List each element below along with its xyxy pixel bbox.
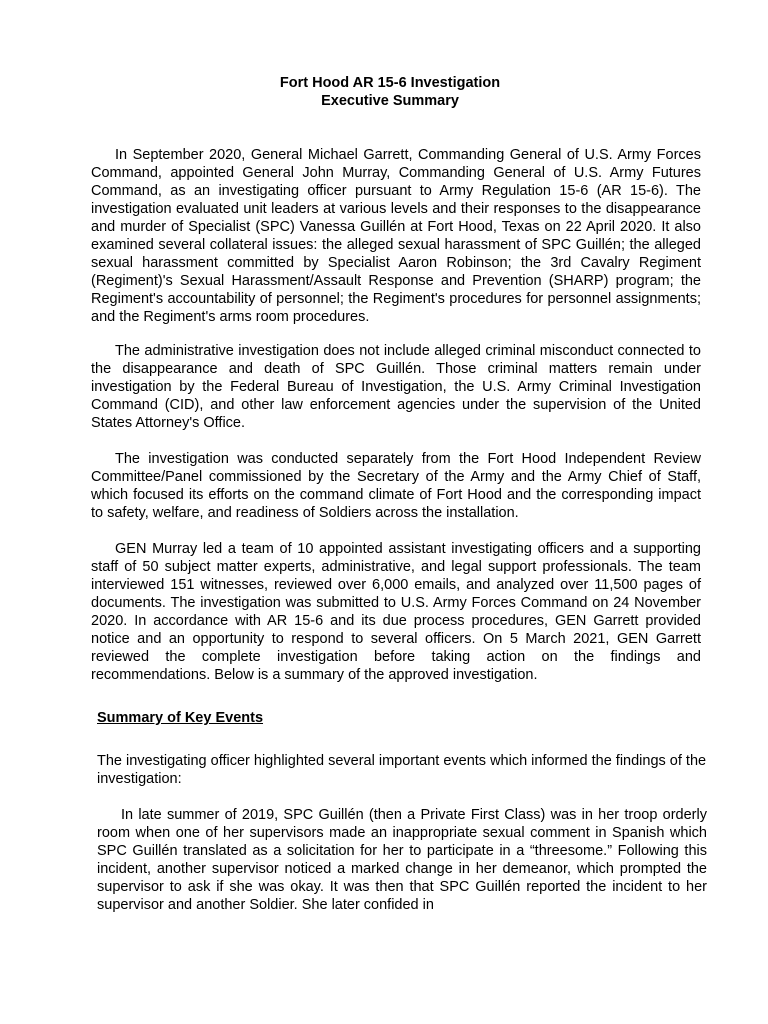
title-line-1: Fort Hood AR 15-6 Investigation — [279, 75, 501, 91]
section-paragraph-block — [97, 806, 707, 914]
paragraph-4: GEN Murray led a team of 10 appointed assistant investigating officers and a supporting staff of 50 subject matter experts, administrative, and legal support professionals. The team interviewed 151 witnesses, reviewed over 6,000 emails, and analyzed over 11,500 pages of documents. The investigation was submitted to U.S. Army Forces Command on 24 November 2020. In accordance with AR 15-6 and its due process procedures, GEN Garrett provided notice and an opportunity to respond to several officers. On 5 March 2021, GEN Garrett reviewed the complete investigation before taking action on the findings and recommendations. Below is a summary of the approved investigation. — [91, 541, 701, 683]
section-intro-block — [97, 752, 707, 788]
title-line-2: Executive Summary — [321, 93, 459, 109]
paragraph-2-block — [91, 342, 701, 432]
paragraph-4-block — [91, 540, 701, 684]
paragraph-3: The investigation was conducted separately from the Fort Hood Independent Review Committee/Panel commissioned by the Secretary of the Army and the Army Chief of Staff, which focused its efforts on the command climate of Fort Hood and the corresponding impact to safety, welfare, and readiness of Soldiers across the installation. — [91, 451, 701, 521]
document-title — [0, 74, 768, 110]
paragraph-1-block — [91, 146, 701, 326]
section-heading: Summary of Key Events — [97, 710, 264, 726]
paragraph-1: In September 2020, General Michael Garrett, Commanding General of U.S. Army Forces Command, appointed General John Murray, Commanding General of U.S. Army Futures Command, as an investigating officer pursuant to Army Regulation 15-6 (AR 15-6). The investigation evaluated unit leaders at various levels and their responses to the disappearance and murder of Specialist (SPC) Vanessa Guillén at Fort Hood, Texas on 22 April 2020. It also examined several collateral issues: the alleged sexual harassment of SPC Guillén; the alleged sexual harassment committed by Specialist Aaron Robinson; the 3rd Cavalry Regiment (Regiment)'s Sexual Harassment/Assault Response and Prevention (SHARP) program; the Regiment's accountability of personnel; the Regiment's procedures for personnel assignments; and the Regiment's arms room procedures. — [91, 147, 701, 325]
paragraph-3-block — [91, 450, 701, 522]
section-intro: The investigating officer highlighted several important events which informed the findings of the investigation: — [97, 753, 707, 787]
section-heading-block — [97, 709, 707, 727]
paragraph-2: The administrative investigation does not include alleged criminal misconduct connected to the disappearance and death of SPC Guillén. Those criminal matters remain under investigation by the Federal Bureau of Investigation, the U.S. Army Criminal Investigation Command (CID), and other law enforcement agencies under the supervision of the United States Attorney's Office. — [91, 343, 701, 431]
section-paragraph: In late summer of 2019, SPC Guillén (then a Private First Class) was in her troop orderly room when one of her supervisors made an inappropriate sexual comment in Spanish which SPC Guillén translated as a solicitation for her to participate in a “threesome.” Following this incident, another supervisor noticed a marked change in her demeanor, which prompted the supervisor to ask if she was okay. It was then that SPC Guillén reported the incident to her supervisor and another Soldier. She later confided in — [97, 807, 707, 913]
